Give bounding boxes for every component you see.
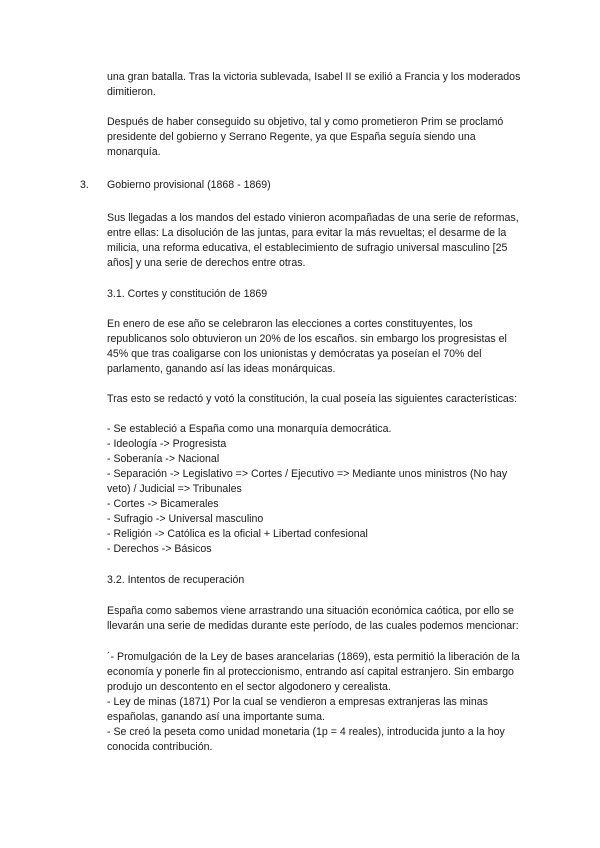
paragraph-constitucion: Tras esto se redactó y votó la constitución, la cual poseía las siguientes características: — [107, 393, 518, 405]
paragraph-economia: España como sabemos viene arrastrando una situación económica caótica, por ello se llevarán una serie de medidas durante este período, de las cuales podemos mencionar: — [107, 605, 519, 632]
subsection-3-1-title: 3.1. Cortes y constitución de 1869 — [107, 288, 268, 300]
list-item: - Ley de minas (1871) Por la cual se vendieron a empresas extranjeras las minas españolas, ganando así una importante suma. — [107, 696, 488, 723]
list-item: - Soberanía -> Nacional — [107, 453, 220, 465]
list-item: - Religión -> Católica es la oficial + Libertad confesional — [107, 528, 368, 540]
paragraph-prim: Después de haber conseguido su objetivo, tal y como prometieron Prim se proclamó presidente del gobierno y Serrano Regente, ya que España seguía siendo una monarquía. — [107, 116, 504, 158]
paragraph-batalla: una gran batalla. Tras la victoria sublevada, Isabel II se exilió a Francia y los moderados dimitieron. — [107, 71, 521, 98]
list-item: - Se estableció a España como una monarquía democrática. — [107, 423, 392, 435]
section-3-title: Gobierno provisional (1868 - 1869) — [107, 179, 271, 191]
paragraph-reformas: Sus llegadas a los mandos del estado vinieron acompañadas de una serie de reformas, entre ellas: La disolución de las juntas, para evitar la más revueltas; el desarme de la milicia, una reforma educativa, el establecimiento de sufragio universal masculino [25 años] y una serie de derechos entre otras. — [107, 212, 519, 269]
section-3-number: 3. — [80, 179, 89, 191]
list-item: - Derechos -> Básicos — [107, 543, 212, 555]
list-item: ´- Promulgación de la Ley de bases arancelarias (1869), esta permitió la liberación de la economía y ponerle fin al proteccionismo, entrando así capital estranjero. Sin embargo produjo un descontento en el sector algodonero y cerealista. — [107, 651, 520, 693]
list-item: - Ideología -> Progresista — [107, 438, 227, 450]
measures-list — [107, 650, 527, 755]
list-item: - Separación -> Legislativo => Cortes / Ejecutivo => Mediante unos ministros (No hay veto) / Judicial => Tribunales — [107, 468, 508, 495]
paragraph-elecciones: En enero de ese año se celebraron las elecciones a cortes constituyentes, los republicanos solo obtuvieron un 20% de los escaños. sin embargo los progresistas el 45% que tras coaligarse con los unionistas y demócratas ya poseían el 70% del parlamento, ganando así las ideas monárquicas. — [107, 318, 507, 375]
section-3-heading — [80, 178, 527, 193]
document-body — [80, 70, 527, 755]
list-item: - Sufragio -> Universal masculino — [107, 513, 264, 525]
subsection-3-2-title: 3.2. Intentos de recuperación — [107, 574, 245, 586]
list-item: - Se creó la peseta como unidad monetaria (1p = 4 reales), introducida junto a la hoy conocida contribución. — [107, 726, 505, 753]
constitution-list — [107, 422, 527, 557]
list-item: - Cortes -> Bicamerales — [107, 498, 219, 510]
